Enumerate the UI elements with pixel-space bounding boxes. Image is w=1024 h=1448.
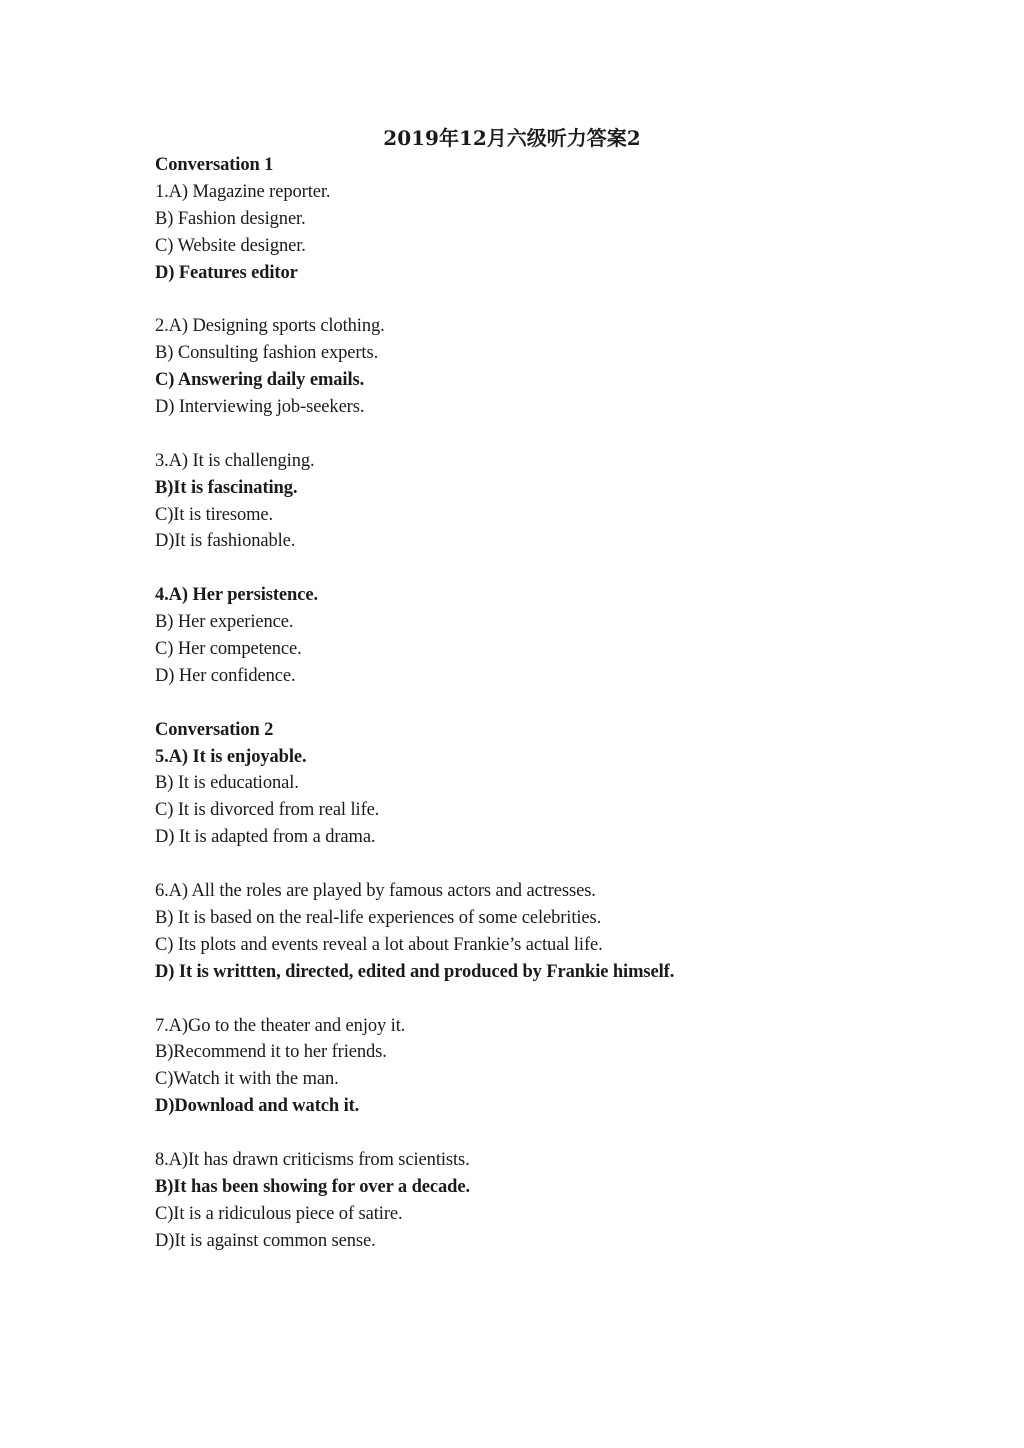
question-block	[155, 582, 975, 690]
answer-option: B) It is educational.	[155, 773, 299, 794]
correct-answer-option: D) Features editor	[155, 262, 298, 283]
answer-option: C)Watch it with the man.	[155, 1069, 339, 1090]
section-heading: Conversation 2	[155, 719, 274, 740]
answer-option: 3.A) It is challenging.	[155, 450, 315, 471]
answer-option: D) Her confidence.	[155, 665, 296, 686]
question-block	[155, 744, 975, 852]
answer-option: B) Fashion designer.	[155, 208, 306, 229]
correct-answer-option: D) It is writtten, directed, edited and produced by Frankie himself.	[155, 961, 675, 982]
correct-answer-option: 5.A) It is enjoyable.	[155, 746, 307, 767]
spacer	[155, 1120, 975, 1147]
page-title: 2019年12月六级听力答案2	[383, 126, 641, 150]
answer-option: 8.A)It has drawn criticisms from scientists.	[155, 1149, 470, 1170]
answer-option: C)It is a ridiculous piece of satire.	[155, 1203, 403, 1224]
correct-answer-option: D)Download and watch it.	[155, 1096, 360, 1117]
question-block	[155, 1147, 975, 1255]
answer-option: 2.A) Designing sports clothing.	[155, 316, 385, 337]
question-block	[155, 878, 975, 986]
spacer	[155, 986, 975, 1013]
spacer	[155, 555, 975, 582]
spacer	[155, 851, 975, 878]
spacer	[155, 421, 975, 448]
correct-answer-option: B)It has been showing for over a decade.	[155, 1176, 470, 1197]
question-block	[155, 179, 975, 287]
conversation-section	[155, 152, 975, 717]
answer-option: B) Consulting fashion experts.	[155, 343, 379, 364]
question-block	[155, 448, 975, 556]
answer-option: B) Her experience.	[155, 612, 294, 633]
correct-answer-option: B)It is fascinating.	[155, 477, 298, 498]
answer-list	[155, 152, 975, 1255]
answer-option: D)It is fashionable.	[155, 531, 296, 552]
spacer	[155, 286, 975, 313]
question-block	[155, 313, 975, 421]
correct-answer-option: 4.A) Her persistence.	[155, 585, 318, 606]
answer-option: C) Its plots and events reveal a lot about Frankie’s actual life.	[155, 934, 603, 955]
answer-option: 6.A) All the roles are played by famous actors and actresses.	[155, 881, 596, 902]
section-heading: Conversation 1	[155, 155, 274, 175]
answer-option: C) It is divorced from real life.	[155, 800, 380, 821]
spacer	[155, 690, 975, 717]
conversation-section	[155, 717, 975, 1255]
answer-option: D) Interviewing job-seekers.	[155, 397, 365, 418]
answer-option: C) Website designer.	[155, 235, 306, 256]
answer-option: C)It is tiresome.	[155, 504, 274, 525]
answer-option: C) Her competence.	[155, 639, 302, 660]
answer-option: B)Recommend it to her friends.	[155, 1042, 387, 1063]
answer-option: 1.A) Magazine reporter.	[155, 181, 331, 202]
correct-answer-option: C) Answering daily emails.	[155, 370, 365, 391]
question-block	[155, 1013, 975, 1121]
answer-option: B) It is based on the real-life experiences of some celebrities.	[155, 907, 602, 928]
answer-option: D) It is adapted from a drama.	[155, 827, 376, 848]
answer-option: 7.A)Go to the theater and enjoy it.	[155, 1015, 406, 1036]
answer-option: D)It is against common sense.	[155, 1230, 376, 1251]
